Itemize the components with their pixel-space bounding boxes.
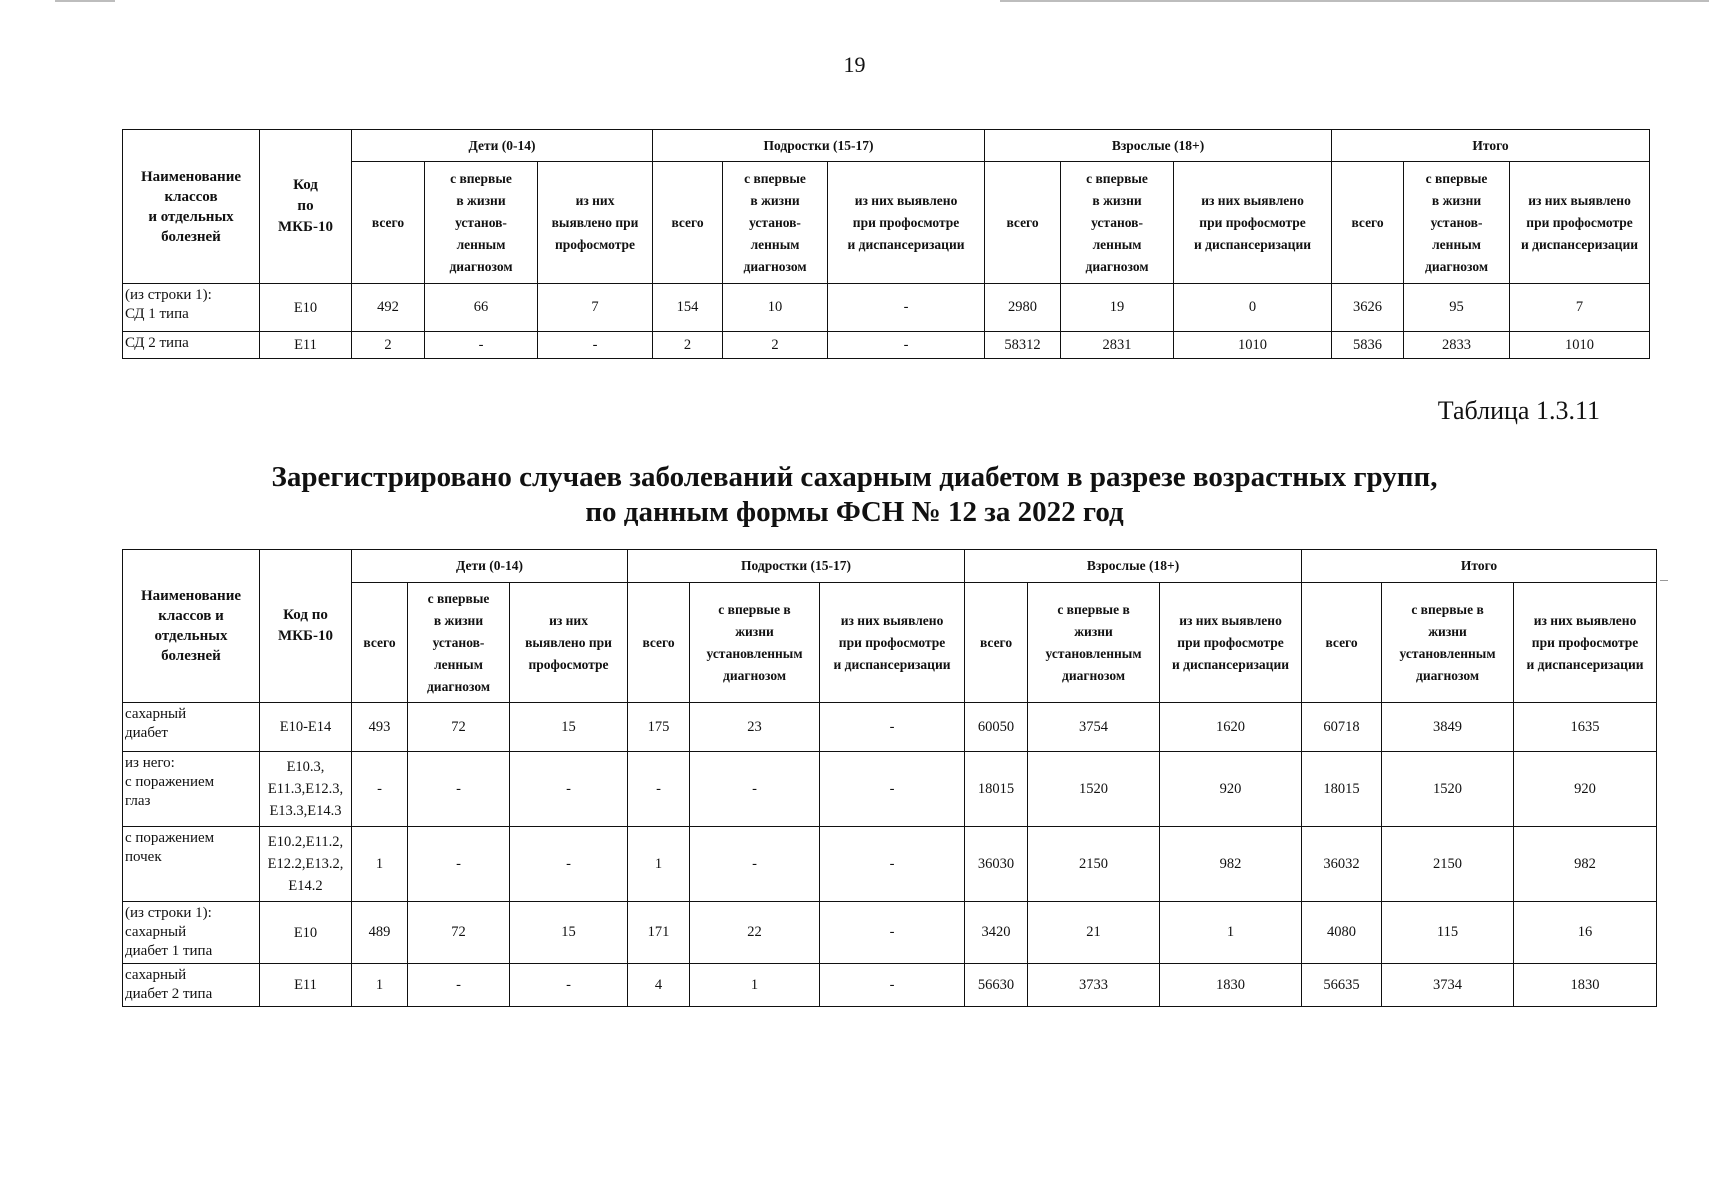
table1-body <box>123 284 1650 359</box>
table-cell: - <box>820 964 965 1007</box>
subheader-first-time: с впервые в жизни установ- ленным диагнозом <box>1061 162 1174 284</box>
table-cell: 19 <box>1061 284 1174 332</box>
row-label: (из строки 1): сахарный диабет 1 типа <box>123 902 260 964</box>
table-cell: - <box>820 703 965 752</box>
row-icd-code: Е10 <box>260 284 352 332</box>
table-cell: 1010 <box>1174 332 1332 359</box>
table-cell: 7 <box>1510 284 1650 332</box>
table-cell: 1830 <box>1160 964 1302 1007</box>
header-disease-name: Наименование классов и отдельных болезней <box>123 130 260 284</box>
table-cell: 1830 <box>1514 964 1657 1007</box>
subheader-total: всего <box>985 162 1061 284</box>
row-icd-code: Е11 <box>260 964 352 1007</box>
row-label: из него: с поражением глаз <box>123 752 260 827</box>
table-cell: 0 <box>1174 284 1332 332</box>
table-cell: 58312 <box>985 332 1061 359</box>
table-cell: 1520 <box>1028 752 1160 827</box>
table-cell: 920 <box>1514 752 1657 827</box>
table-cell: - <box>510 964 628 1007</box>
subheader-total: всего <box>352 583 408 703</box>
table-caption: Таблица 1.3.11 <box>1437 396 1600 425</box>
table-cell: 1 <box>352 827 408 902</box>
table-cell: 18015 <box>1302 752 1382 827</box>
subheader-first-time: с впервые в жизни установленным диагнозом <box>1382 583 1514 703</box>
table-cell: - <box>690 827 820 902</box>
table-cell: 171 <box>628 902 690 964</box>
table-cell: - <box>820 902 965 964</box>
scan-mark <box>1660 580 1668 581</box>
subheader-screening: из них выявлено при профосмотре и диспансеризации <box>1510 162 1650 284</box>
table-row <box>123 964 1657 1007</box>
table-cell: 2831 <box>1061 332 1174 359</box>
subheader-screening: из них выявлено при профосмотре <box>538 162 653 284</box>
subheader-screening: из них выявлено при профосмотре и диспансеризации <box>820 583 965 703</box>
table-cell: 489 <box>352 902 408 964</box>
table-cell: 2 <box>352 332 425 359</box>
header-group-teens: Подростки (15-17) <box>628 550 965 583</box>
subheader-total: всего <box>965 583 1028 703</box>
table-cell: - <box>352 752 408 827</box>
table-cell: 1 <box>628 827 690 902</box>
table-cell: 982 <box>1160 827 1302 902</box>
page-number: 19 <box>843 52 866 77</box>
table-cell: 66 <box>425 284 538 332</box>
table-cell: 1620 <box>1160 703 1302 752</box>
table-cell: 4080 <box>1302 902 1382 964</box>
table-cell: - <box>628 752 690 827</box>
row-icd-code: Е11 <box>260 332 352 359</box>
table-cell: 56635 <box>1302 964 1382 1007</box>
table-cell: 60050 <box>965 703 1028 752</box>
row-icd-code: Е10-Е14 <box>260 703 352 752</box>
table-cell: 16 <box>1514 902 1657 964</box>
table-cell: 5836 <box>1332 332 1404 359</box>
table-cell: 60718 <box>1302 703 1382 752</box>
table-cell: 36030 <box>965 827 1028 902</box>
table-cell: - <box>408 752 510 827</box>
subheader-total: всего <box>653 162 723 284</box>
table-cell: 2833 <box>1404 332 1510 359</box>
row-label: сахарный диабет 2 типа <box>123 964 260 1007</box>
table-cell: 10 <box>723 284 828 332</box>
table-cell: 1635 <box>1514 703 1657 752</box>
subheader-first-time: с впервые в жизни установленным диагнозом <box>690 583 820 703</box>
header-group-adults: Взрослые (18+) <box>985 130 1332 162</box>
table-cell: 154 <box>653 284 723 332</box>
subheader-screening: из них выявлено при профосмотре и диспансеризации <box>1174 162 1332 284</box>
table-row <box>123 902 1657 964</box>
row-label: с поражением почек <box>123 827 260 902</box>
table-cell: 56630 <box>965 964 1028 1007</box>
subheader-screening: из них выявлено при профосмотре и диспансеризации <box>828 162 985 284</box>
table2-body <box>123 703 1657 1007</box>
subheader-first-time: с впервые в жизни установ- ленным диагнозом <box>1404 162 1510 284</box>
subheader-first-time: с впервые в жизни установ- ленным диагнозом <box>408 583 510 703</box>
table-cell: 18015 <box>965 752 1028 827</box>
table-cell: - <box>828 284 985 332</box>
subheader-first-time: с впервые в жизни установ- ленным диагнозом <box>723 162 828 284</box>
table-cell: - <box>820 827 965 902</box>
header-group-children: Дети (0-14) <box>352 550 628 583</box>
table-cell: 3733 <box>1028 964 1160 1007</box>
header-icd-code: Код по МКБ-10 <box>260 130 352 284</box>
table-row <box>123 284 1650 332</box>
row-icd-code: Е10.3, Е11.3,Е12.3, Е13.3,Е14.3 <box>260 752 352 827</box>
header-disease-name: Наименование классов и отдельных болезней <box>123 550 260 703</box>
table-cell: 15 <box>510 902 628 964</box>
table-cell: 982 <box>1514 827 1657 902</box>
table-cell: 1010 <box>1510 332 1650 359</box>
table-cell: 2150 <box>1382 827 1514 902</box>
table-cell: 21 <box>1028 902 1160 964</box>
row-label: сахарный диабет <box>123 703 260 752</box>
subheader-screening: из них выявлено при профосмотре и диспансеризации <box>1160 583 1302 703</box>
table-cell: 3734 <box>1382 964 1514 1007</box>
row-label: СД 2 типа <box>123 332 260 359</box>
table-cell: - <box>828 332 985 359</box>
header-group-total: Итого <box>1302 550 1657 583</box>
table-cell: - <box>820 752 965 827</box>
table-cell: 22 <box>690 902 820 964</box>
table-cell: 1 <box>352 964 408 1007</box>
row-label: (из строки 1): СД 1 типа <box>123 284 260 332</box>
scan-edge-line-right <box>1000 0 1709 2</box>
subheader-screening: из них выявлено при профосмотре и диспансеризации <box>1514 583 1657 703</box>
table-diabetes-by-age <box>122 549 1657 1007</box>
table-title: Зарегистрировано случаев заболеваний сахарным диабетом в разрезе возрастных групп, по данным формы ФСН № 12 за 2022 год <box>271 461 1438 528</box>
table-cell: 4 <box>628 964 690 1007</box>
table-cell: - <box>538 332 653 359</box>
table-row <box>123 332 1650 359</box>
subheader-total: всего <box>1332 162 1404 284</box>
subheader-total: всего <box>1302 583 1382 703</box>
row-icd-code: Е10.2,Е11.2, Е12.2,Е13.2, Е14.2 <box>260 827 352 902</box>
header-group-children: Дети (0-14) <box>352 130 653 162</box>
table-cell: 7 <box>538 284 653 332</box>
table-cell: - <box>510 752 628 827</box>
table-cell: 2150 <box>1028 827 1160 902</box>
header-group-adults: Взрослые (18+) <box>965 550 1302 583</box>
table-cell: 1520 <box>1382 752 1514 827</box>
scan-edge-line-left <box>55 0 115 2</box>
table-cell: 15 <box>510 703 628 752</box>
table-cell: - <box>408 827 510 902</box>
table-cell: 2 <box>653 332 723 359</box>
table-cell: 920 <box>1160 752 1302 827</box>
table-cell: 36032 <box>1302 827 1382 902</box>
table-cell: 493 <box>352 703 408 752</box>
table-row <box>123 827 1657 902</box>
table-cell: - <box>510 827 628 902</box>
row-icd-code: Е10 <box>260 902 352 964</box>
table-diabetes-types-continued <box>122 129 1650 359</box>
table-cell: 3626 <box>1332 284 1404 332</box>
subheader-screening: из них выявлено при профосмотре <box>510 583 628 703</box>
table-cell: 1 <box>690 964 820 1007</box>
table-cell: 2 <box>723 332 828 359</box>
table-cell: 115 <box>1382 902 1514 964</box>
subheader-first-time: с впервые в жизни установ- ленным диагнозом <box>425 162 538 284</box>
table-cell: 23 <box>690 703 820 752</box>
table-cell: 2980 <box>985 284 1061 332</box>
subheader-first-time: с впервые в жизни установленным диагнозом <box>1028 583 1160 703</box>
table-cell: - <box>690 752 820 827</box>
table-row <box>123 752 1657 827</box>
table-cell: - <box>425 332 538 359</box>
subheader-total: всего <box>628 583 690 703</box>
table-cell: 95 <box>1404 284 1510 332</box>
table-cell: 1 <box>1160 902 1302 964</box>
table-cell: 175 <box>628 703 690 752</box>
header-group-teens: Подростки (15-17) <box>653 130 985 162</box>
table-cell: 3420 <box>965 902 1028 964</box>
header-icd-code: Код по МКБ-10 <box>260 550 352 703</box>
header-group-total: Итого <box>1332 130 1650 162</box>
table-cell: 3849 <box>1382 703 1514 752</box>
subheader-total: всего <box>352 162 425 284</box>
table-cell: - <box>408 964 510 1007</box>
table-cell: 72 <box>408 902 510 964</box>
table-row <box>123 703 1657 752</box>
table-cell: 3754 <box>1028 703 1160 752</box>
table-cell: 72 <box>408 703 510 752</box>
table-cell: 492 <box>352 284 425 332</box>
